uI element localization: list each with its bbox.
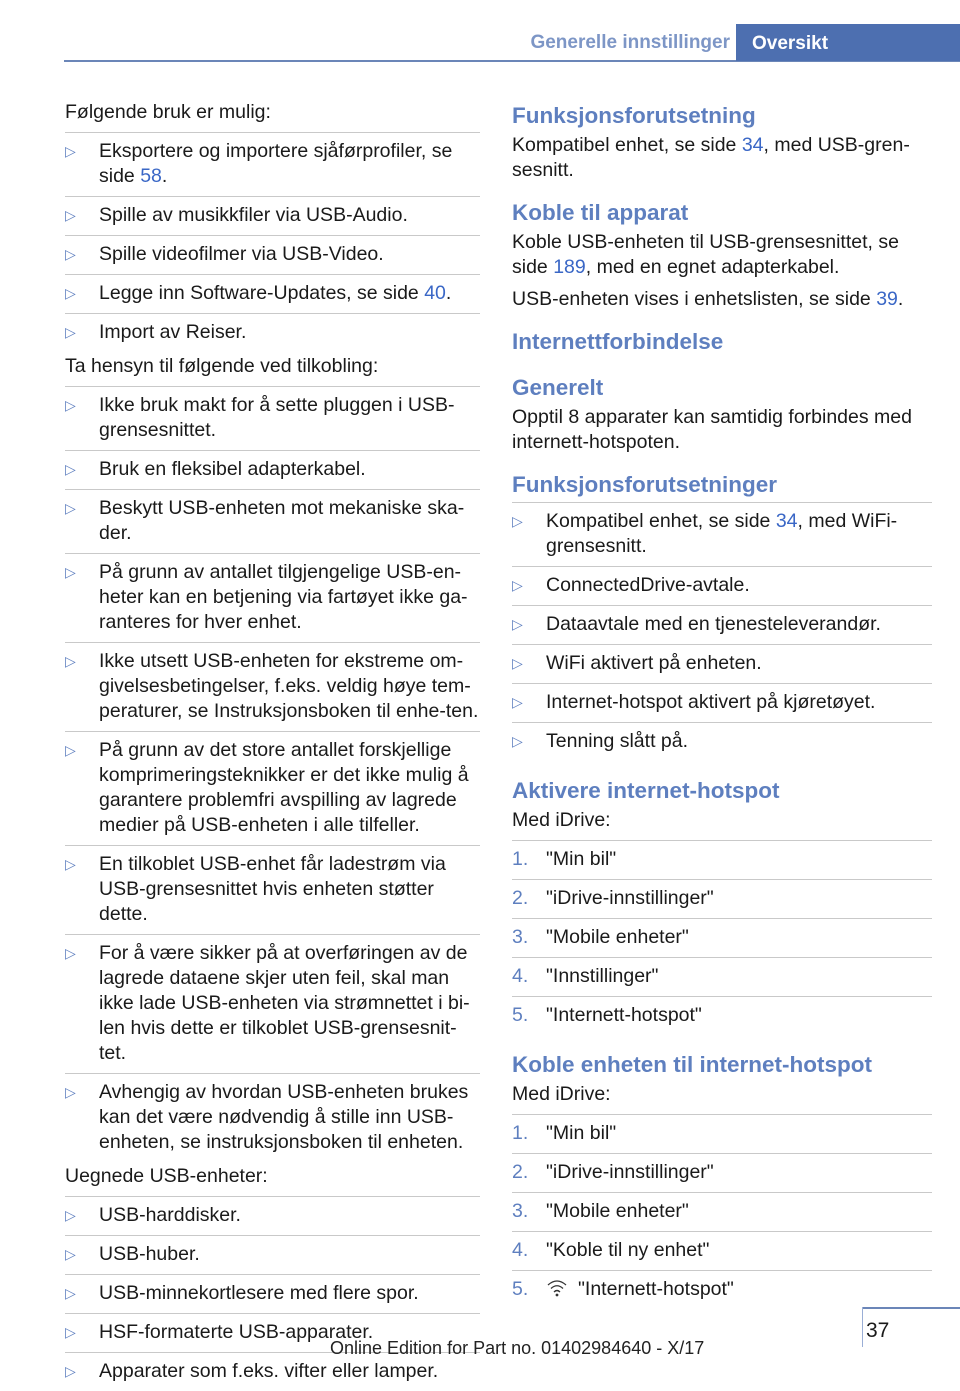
list-item: [65, 1073, 480, 1162]
step-number: 2.: [512, 887, 529, 909]
page-link[interactable]: 34: [775, 510, 798, 532]
triangle-bullet-icon: ▷: [65, 564, 76, 580]
list-item: [65, 196, 480, 235]
triangle-bullet-icon: ▷: [512, 655, 523, 671]
list-item: [65, 553, 480, 642]
triangle-bullet-icon: ▷: [65, 324, 76, 340]
step-text: "iDrive-innstillinger": [546, 887, 714, 909]
triangle-bullet-icon: ▷: [65, 856, 76, 872]
step-item: [512, 1153, 932, 1192]
step-number: 3.: [512, 926, 529, 948]
item-text: USB-huber.: [99, 1243, 200, 1265]
list-item: [512, 644, 932, 683]
triangle-bullet-icon: ▷: [65, 246, 76, 262]
triangle-bullet-icon: ▷: [65, 285, 76, 301]
list-item: [65, 235, 480, 274]
step-item: [512, 1192, 932, 1231]
triangle-bullet-icon: ▷: [512, 733, 523, 749]
header-section-title[interactable]: Generelle innstillinger: [530, 32, 730, 53]
section-title-requirement: Funksjonsforutsetning: [512, 103, 756, 128]
item-text: Tenning slått på.: [546, 730, 689, 752]
general-text: Opptil 8 apparater kan samtidig forbindes med internett-hotspoten.: [512, 406, 912, 453]
step-item: [512, 879, 932, 918]
item-text: Avhengig av hvordan USB-enheten brukes kan det være nødvendig å stille inn USB-enheten, se instruksjonsboken til enheten.: [99, 1081, 469, 1153]
item-text: Bruk en fleksibel adapterkabel.: [99, 458, 366, 480]
left-column: [65, 100, 480, 1391]
step-item: [512, 1231, 932, 1270]
section-title-connect: Koble til apparat: [512, 200, 689, 225]
list-item: [512, 722, 932, 761]
page-link[interactable]: 34: [741, 134, 764, 156]
item-text: Spille av musikkfiler via USB-Audio.: [99, 204, 408, 226]
page-link[interactable]: 39: [876, 288, 898, 310]
step-number: 2.: [512, 1161, 529, 1183]
activate-steps: [512, 840, 932, 1035]
triangle-bullet-icon: ▷: [65, 1363, 76, 1379]
step-text: "Koble til ny enhet": [546, 1239, 710, 1261]
triangle-bullet-icon: ▷: [65, 207, 76, 223]
item-text-end: , med WiFi-grensesnitt.: [546, 510, 898, 557]
list-item: [65, 1197, 480, 1235]
item-text: USB-harddisker.: [99, 1204, 241, 1226]
section-title-connect-hotspot: Koble enheten til internet-hotspot: [512, 1052, 872, 1077]
step-text: "Innstillinger": [546, 965, 659, 987]
item-text: HSF-formaterte USB-apparater.: [99, 1321, 374, 1343]
step-text: "Min bil": [546, 848, 617, 870]
list-item: [512, 566, 932, 605]
triangle-bullet-icon: ▷: [65, 1207, 76, 1223]
unsuitable-intro: Uegnede USB-enheter:: [65, 1165, 268, 1187]
triangle-bullet-icon: ▷: [512, 577, 523, 593]
page-link[interactable]: 189: [553, 256, 586, 278]
step-text: "Mobile enheter": [546, 1200, 689, 1222]
usage-list: [65, 132, 480, 352]
triangle-bullet-icon: ▷: [512, 694, 523, 710]
text-part: .: [897, 288, 904, 310]
item-text: Dataavtale med en tjenesteleverandør.: [546, 613, 881, 635]
item-text: For å være sikker på at overføringen av de lagrede dataene skjer uten feil, skal man ikke lade USB-enheten via strømnettet i bi-len hvis dette er tilkoblet USB-grensesnit-tet.: [99, 942, 470, 1064]
usage-intro: Følgende bruk er mulig:: [65, 101, 271, 123]
list-item: [512, 605, 932, 644]
triangle-bullet-icon: ▷: [65, 397, 76, 413]
step-number: 1.: [512, 1122, 529, 1144]
footer-divider: [862, 1307, 863, 1347]
triangle-bullet-icon: ▷: [512, 616, 523, 632]
list-item: [65, 313, 480, 352]
connect-text-2: [512, 287, 932, 312]
link-steps: [512, 1114, 932, 1309]
section-title-requirements: Funksjonsforutsetninger: [512, 472, 778, 497]
connect-text: [512, 230, 932, 280]
step-text: "iDrive-innstillinger": [546, 1161, 714, 1183]
list-item: [65, 1274, 480, 1313]
list-item: [65, 489, 480, 553]
activate-intro: Med iDrive:: [512, 809, 611, 831]
list-item: [65, 845, 480, 934]
notes-intro: Ta hensyn til følgende ved tilkobling:: [65, 355, 379, 377]
header-tab-overview[interactable]: Oversikt: [736, 24, 960, 61]
step-number: 1.: [512, 848, 529, 870]
triangle-bullet-icon: ▷: [65, 461, 76, 477]
text-part: , med en egnet adapterkabel.: [585, 256, 840, 278]
item-text: På grunn av det store antallet forskjellige komprimeringsteknikker er det ikke mulig å garantere problemfri avspilling av lagrede medier på USB-enheten i alle tilfeller.: [99, 739, 469, 836]
triangle-bullet-icon: ▷: [65, 1285, 76, 1301]
step-item: [512, 996, 932, 1035]
item-text: Ikke bruk makt for å sette pluggen i USB-grensesnittet.: [99, 394, 455, 441]
item-text-end: .: [445, 282, 452, 304]
page-link[interactable]: 40: [424, 282, 446, 304]
triangle-bullet-icon: ▷: [65, 500, 76, 516]
section-title-activate-hotspot: Aktivere internet-hotspot: [512, 778, 780, 803]
triangle-bullet-icon: ▷: [65, 1084, 76, 1100]
item-text: Spille videofilmer via USB-Video.: [99, 243, 384, 265]
step-number: 4.: [512, 965, 529, 987]
wifi-icon: [546, 1278, 568, 1298]
step-text: "Mobile enheter": [546, 926, 689, 948]
list-item: [65, 642, 480, 731]
text-part: Kompatibel enhet, se side: [512, 134, 742, 156]
item-text: På grunn av antallet tilgjengelige USB-en-heter kan en betjening via fartøyet ikke ga-ranteres for hver enhet.: [99, 561, 468, 633]
notes-list: [65, 386, 480, 1162]
item-text: Apparater som f.eks. vifter eller lamper.: [99, 1360, 439, 1382]
item-text: En tilkoblet USB-enhet får ladestrøm via USB-grensesnittet hvis enheten støtter dette.: [99, 853, 446, 925]
step-text: "Min bil": [546, 1122, 617, 1144]
item-text: ConnectedDrive-avtale.: [546, 574, 750, 596]
triangle-bullet-icon: ▷: [65, 653, 76, 669]
step-item: [512, 841, 932, 879]
step-text: "Internett-hotspot": [546, 1004, 702, 1026]
item-text: Beskytt USB-enheten mot mekaniske ska-der.: [99, 497, 465, 544]
step-number: 4.: [512, 1239, 529, 1261]
step-item: [512, 1115, 932, 1153]
step-item: [512, 1270, 932, 1309]
section-title-internet: Internettforbindelse: [512, 329, 724, 354]
step-item: [512, 918, 932, 957]
step-item: [512, 957, 932, 996]
list-item: [65, 387, 480, 450]
footer-rule: [862, 1307, 960, 1309]
triangle-bullet-icon: ▷: [65, 742, 76, 758]
step-number: 3.: [512, 1200, 529, 1222]
list-item: [512, 683, 932, 722]
page-number: 37: [866, 1319, 890, 1342]
list-item: [65, 731, 480, 845]
list-item: [512, 503, 932, 566]
item-text: WiFi aktivert på enheten.: [546, 652, 762, 674]
step-text: "Internett-hotspot": [578, 1278, 734, 1300]
list-item: [65, 274, 480, 313]
list-item: [65, 1235, 480, 1274]
item-text: Legge inn Software-Updates, se side: [99, 282, 425, 304]
triangle-bullet-icon: ▷: [65, 1246, 76, 1262]
list-item: [65, 934, 480, 1073]
section-title-general: Generelt: [512, 375, 604, 400]
text-part: Koble USB-enheten til USB-grensesnittet, se side: [512, 231, 899, 278]
link-intro: Med iDrive:: [512, 1083, 611, 1105]
right-column: [512, 102, 932, 1309]
requirement-text: [512, 133, 932, 183]
page-link[interactable]: 58: [140, 165, 162, 187]
triangle-bullet-icon: ▷: [65, 143, 76, 159]
list-item: [65, 450, 480, 489]
triangle-bullet-icon: ▷: [65, 945, 76, 961]
step-number: 5.: [512, 1004, 529, 1026]
item-text: Eksportere og importere sjåførprofiler, se side: [99, 140, 453, 187]
item-text: USB-minnekortlesere med flere spor.: [99, 1282, 419, 1304]
item-text: Kompatibel enhet, se side: [546, 510, 776, 532]
list-item: [65, 133, 480, 196]
step-number: 5.: [512, 1278, 529, 1300]
item-text-end: .: [161, 165, 168, 187]
requirements-list: [512, 502, 932, 761]
item-text: Ikke utsett USB-enheten for ekstreme om-givelsesbetingelser, f.eks. veldig høye tem-peraturer, se Instruksjonsboken til enhe-ten.: [99, 650, 479, 722]
item-text: Import av Reiser.: [99, 321, 247, 343]
triangle-bullet-icon: ▷: [65, 1324, 76, 1340]
triangle-bullet-icon: ▷: [512, 513, 523, 529]
text-part: , med USB-gren-sesnitt.: [512, 134, 910, 181]
text-part: USB-enheten vises i enhetslisten, se side: [512, 288, 877, 310]
item-text: Internet-hotspot aktivert på kjøretøyet.: [546, 691, 876, 713]
footer-edition: Online Edition for Part no. 01402984640 - X/17: [330, 1338, 705, 1358]
